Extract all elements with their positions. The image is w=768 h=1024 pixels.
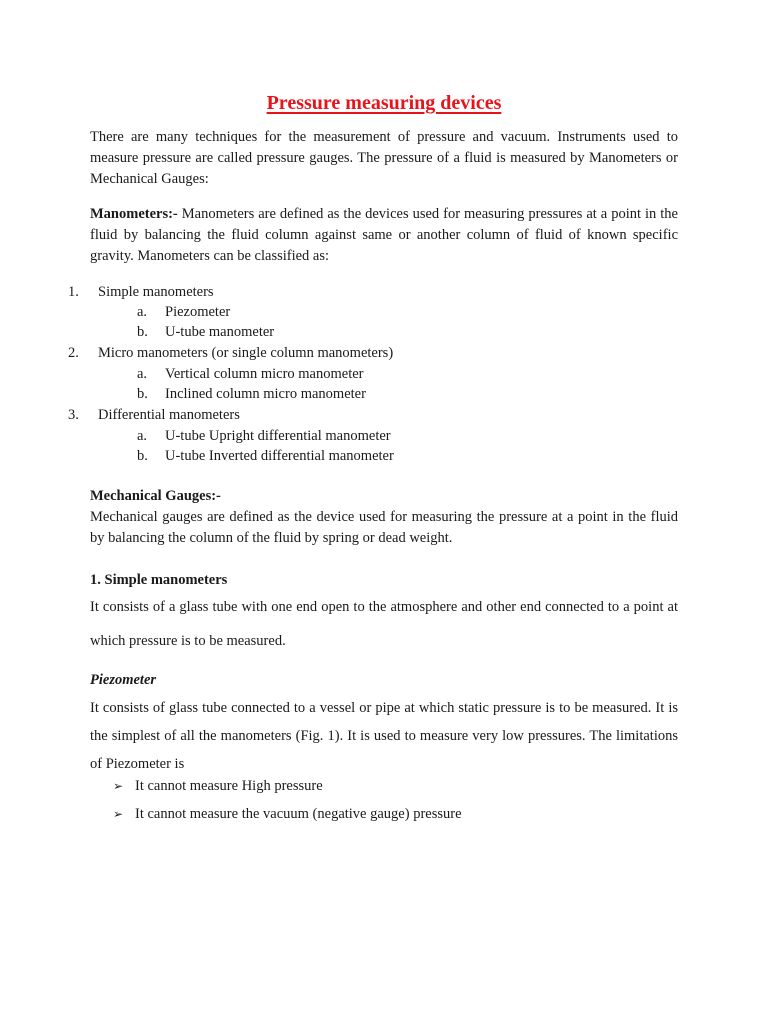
list-number: 3. <box>68 407 79 423</box>
list-label: Simple manometers <box>98 284 214 300</box>
piezometer-heading: Piezometer <box>90 672 157 688</box>
sublist-label: U-tube Inverted differential manometer <box>165 448 394 464</box>
list-label: Differential manometers <box>98 407 240 423</box>
simple-manometers-paragraph: It consists of a glass tube with one end open to the atmosphere and other end connected to a point at which pressure is to be measured. <box>90 599 678 649</box>
sublist-letter: b. <box>137 324 148 340</box>
manometers-paragraph <box>90 204 678 267</box>
sublist-label: U-tube Upright differential manometer <box>165 428 391 444</box>
sublist-label: Inclined column micro manometer <box>165 386 366 402</box>
mechanical-gauges-heading: Mechanical Gauges:- <box>90 488 221 504</box>
piezometer-paragraph: It consists of glass tube connected to a vessel or pipe at which static pressure is to be measured. It is the simplest of all the manometers (Fig. 1). It is used to measure very low pressures. The limitations of Piezometer is <box>90 700 678 772</box>
sublist-letter: a. <box>137 428 148 444</box>
intro-paragraph: There are many techniques for the measurement of pressure and vacuum. Instruments used to measure pressure are called pressure gauges. The pressure of a fluid is measured by Manometers or Mechanical Gauges: <box>90 129 678 187</box>
list-number: 2. <box>68 345 79 361</box>
sublist-letter: b. <box>137 448 148 464</box>
sublist-letter: a. <box>137 366 148 382</box>
list-number: 1. <box>68 284 79 300</box>
sublist-letter: a. <box>137 304 148 320</box>
page-title: Pressure measuring devices <box>266 92 502 114</box>
simple-manometers-heading: 1. Simple manometers <box>90 572 228 588</box>
sublist-label: Piezometer <box>165 304 231 320</box>
arrow-bullet-icon: ➢ <box>113 807 124 821</box>
sublist-label: U-tube manometer <box>165 324 275 340</box>
limitation-text: It cannot measure High pressure <box>135 778 323 794</box>
mechanical-gauges-paragraph: Mechanical gauges are defined as the device used for measuring the pressure at a point in the fluid by balancing the column of the fluid by spring or dead weight. <box>90 509 678 546</box>
arrow-bullet-icon: ➢ <box>113 779 124 793</box>
sublist-label: Vertical column micro manometer <box>165 366 364 382</box>
manometers-text: Manometers are defined as the devices used for measuring pressures at a point in the fluid by balancing the fluid column against same or another column of fluid of known specific gravity. Manometers can be classified as: <box>90 206 678 264</box>
manometers-label: Manometers:- <box>90 206 178 222</box>
limitation-text: It cannot measure the vacuum (negative gauge) pressure <box>135 806 462 822</box>
list-label: Micro manometers (or single column manometers) <box>98 345 394 361</box>
sublist-letter: b. <box>137 386 148 402</box>
